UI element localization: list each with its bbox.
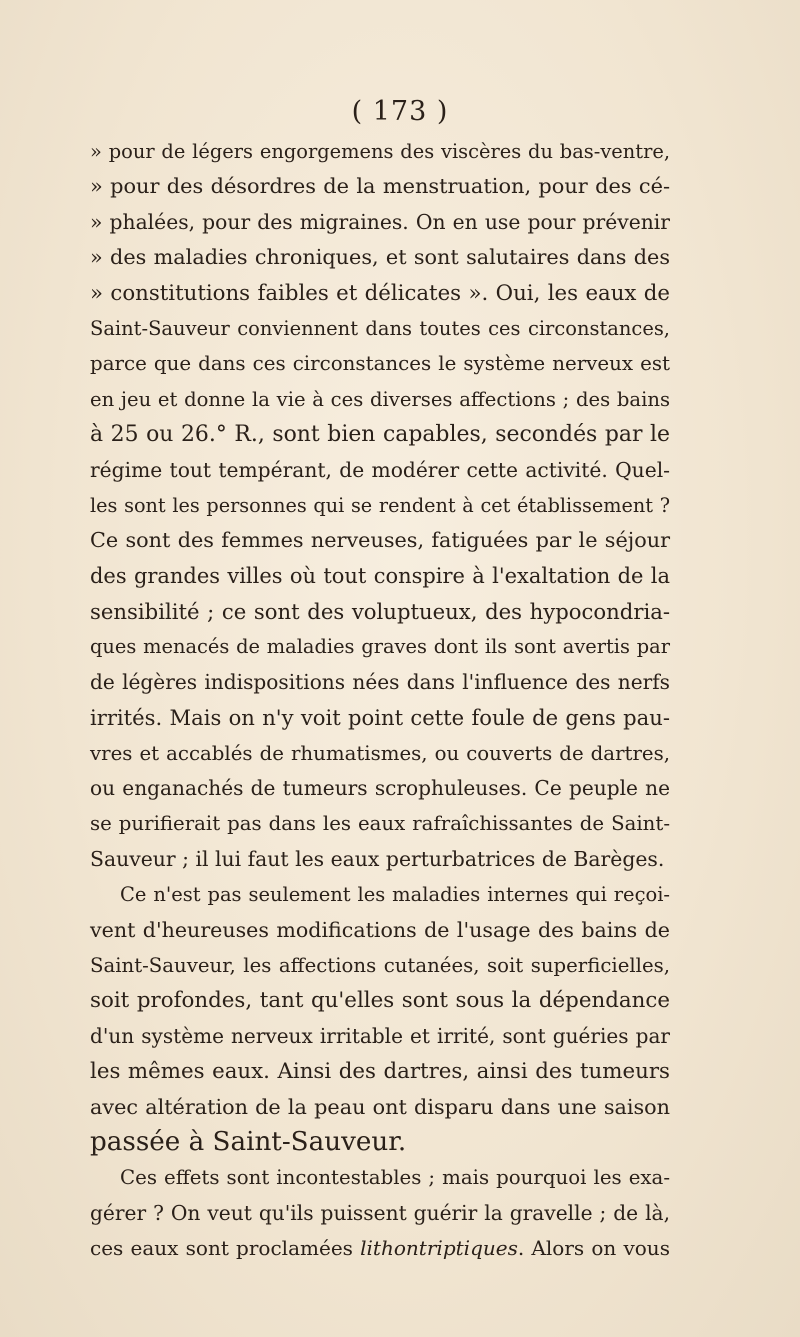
text-line: » des maladies chroniques, et sont salutaires dans des	[90, 245, 670, 270]
text-line: gérer ? On veut qu'ils puissent guérir la gravelle ; de là,	[90, 1200, 670, 1225]
text-line	[90, 1231, 670, 1266]
text-line: ou enganachés de tumeurs scrophuleuses. Ce peuple ne	[90, 776, 670, 801]
text-line: » pour des désordres de la menstruation, pour des cé-	[90, 174, 670, 199]
text-line: Saint-Sauveur conviennent dans toutes ces circonstances,	[90, 316, 670, 340]
text-line: à 25 ou 26.° R., sont bien capables, secondés par le	[90, 422, 670, 448]
text-line: en jeu et donne la vie à ces diverses affections ; des bains	[90, 387, 670, 411]
text-line: régime tout tempérant, de modérer cette activité. Quel-	[90, 457, 670, 482]
body-text	[90, 134, 670, 1267]
text-line: sensibilité ; ce sont des voluptueux, des hypocondria-	[90, 599, 670, 625]
text-line: Ce sont des femmes nerveuses, fatiguées par le séjour	[90, 528, 670, 553]
text-line: Sauveur ; il lui faut les eaux perturbatrices de Barèges.	[90, 846, 665, 871]
text-line: d'un système nerveux irritable et irrité, sont guéries par	[90, 1023, 670, 1048]
text-line: » constitutions faibles et délicates ». Oui, les eaux de	[90, 280, 670, 306]
text-line: avec altération de la peau ont disparu dans une saison	[90, 1094, 670, 1119]
text-line: ques menacés de maladies graves dont ils sont avertis par	[90, 635, 670, 659]
text-line: soit profondes, tant qu'elles sont sous la dépendance	[90, 988, 670, 1014]
text-line: de légères indispositions nées dans l'influence des nerfs	[90, 669, 670, 694]
text-line: parce que dans ces circonstances le système nerveux est	[90, 352, 670, 376]
text-span: ces eaux sont proclamées	[90, 1236, 361, 1261]
text-line: des grandes villes où tout conspire à l'exaltation de la	[90, 563, 670, 588]
text-line: passée à Saint-Sauveur.	[90, 1126, 407, 1157]
page-number: ( 173 )	[351, 96, 449, 127]
text-line: se purifierait pas dans les eaux rafraîchissantes de Saint-	[90, 812, 670, 836]
text-line: les sont les personnes qui se rendent à cet établissement ?	[90, 493, 670, 517]
text-line: vres et accablés de rhumatismes, ou couverts de dartres,	[90, 741, 670, 765]
text-line: irrités. Mais on n'y voit point cette foule de gens pau-	[90, 705, 670, 731]
text-line: vent d'heureuses modifications de l'usage des bains de	[90, 917, 670, 942]
text-line: les mêmes eaux. Ainsi des dartres, ainsi des tumeurs	[90, 1059, 670, 1085]
text-line: Ces effets sont incontestables ; mais pourquoi les exa-	[120, 1166, 670, 1190]
text-line: Ce n'est pas seulement les maladies internes qui reçoi-	[120, 883, 670, 907]
italic-term: lithontriptiques	[360, 1236, 518, 1261]
text-span: . Alors on vous	[517, 1236, 670, 1261]
text-line: Saint-Sauveur, les affections cutanées, soit superficielles,	[90, 953, 670, 977]
text-line: » pour de légers engorgemens des viscères du bas-ventre,	[90, 140, 670, 163]
text-line: » phalées, pour des migraines. On en use pour prévenir	[90, 209, 670, 234]
